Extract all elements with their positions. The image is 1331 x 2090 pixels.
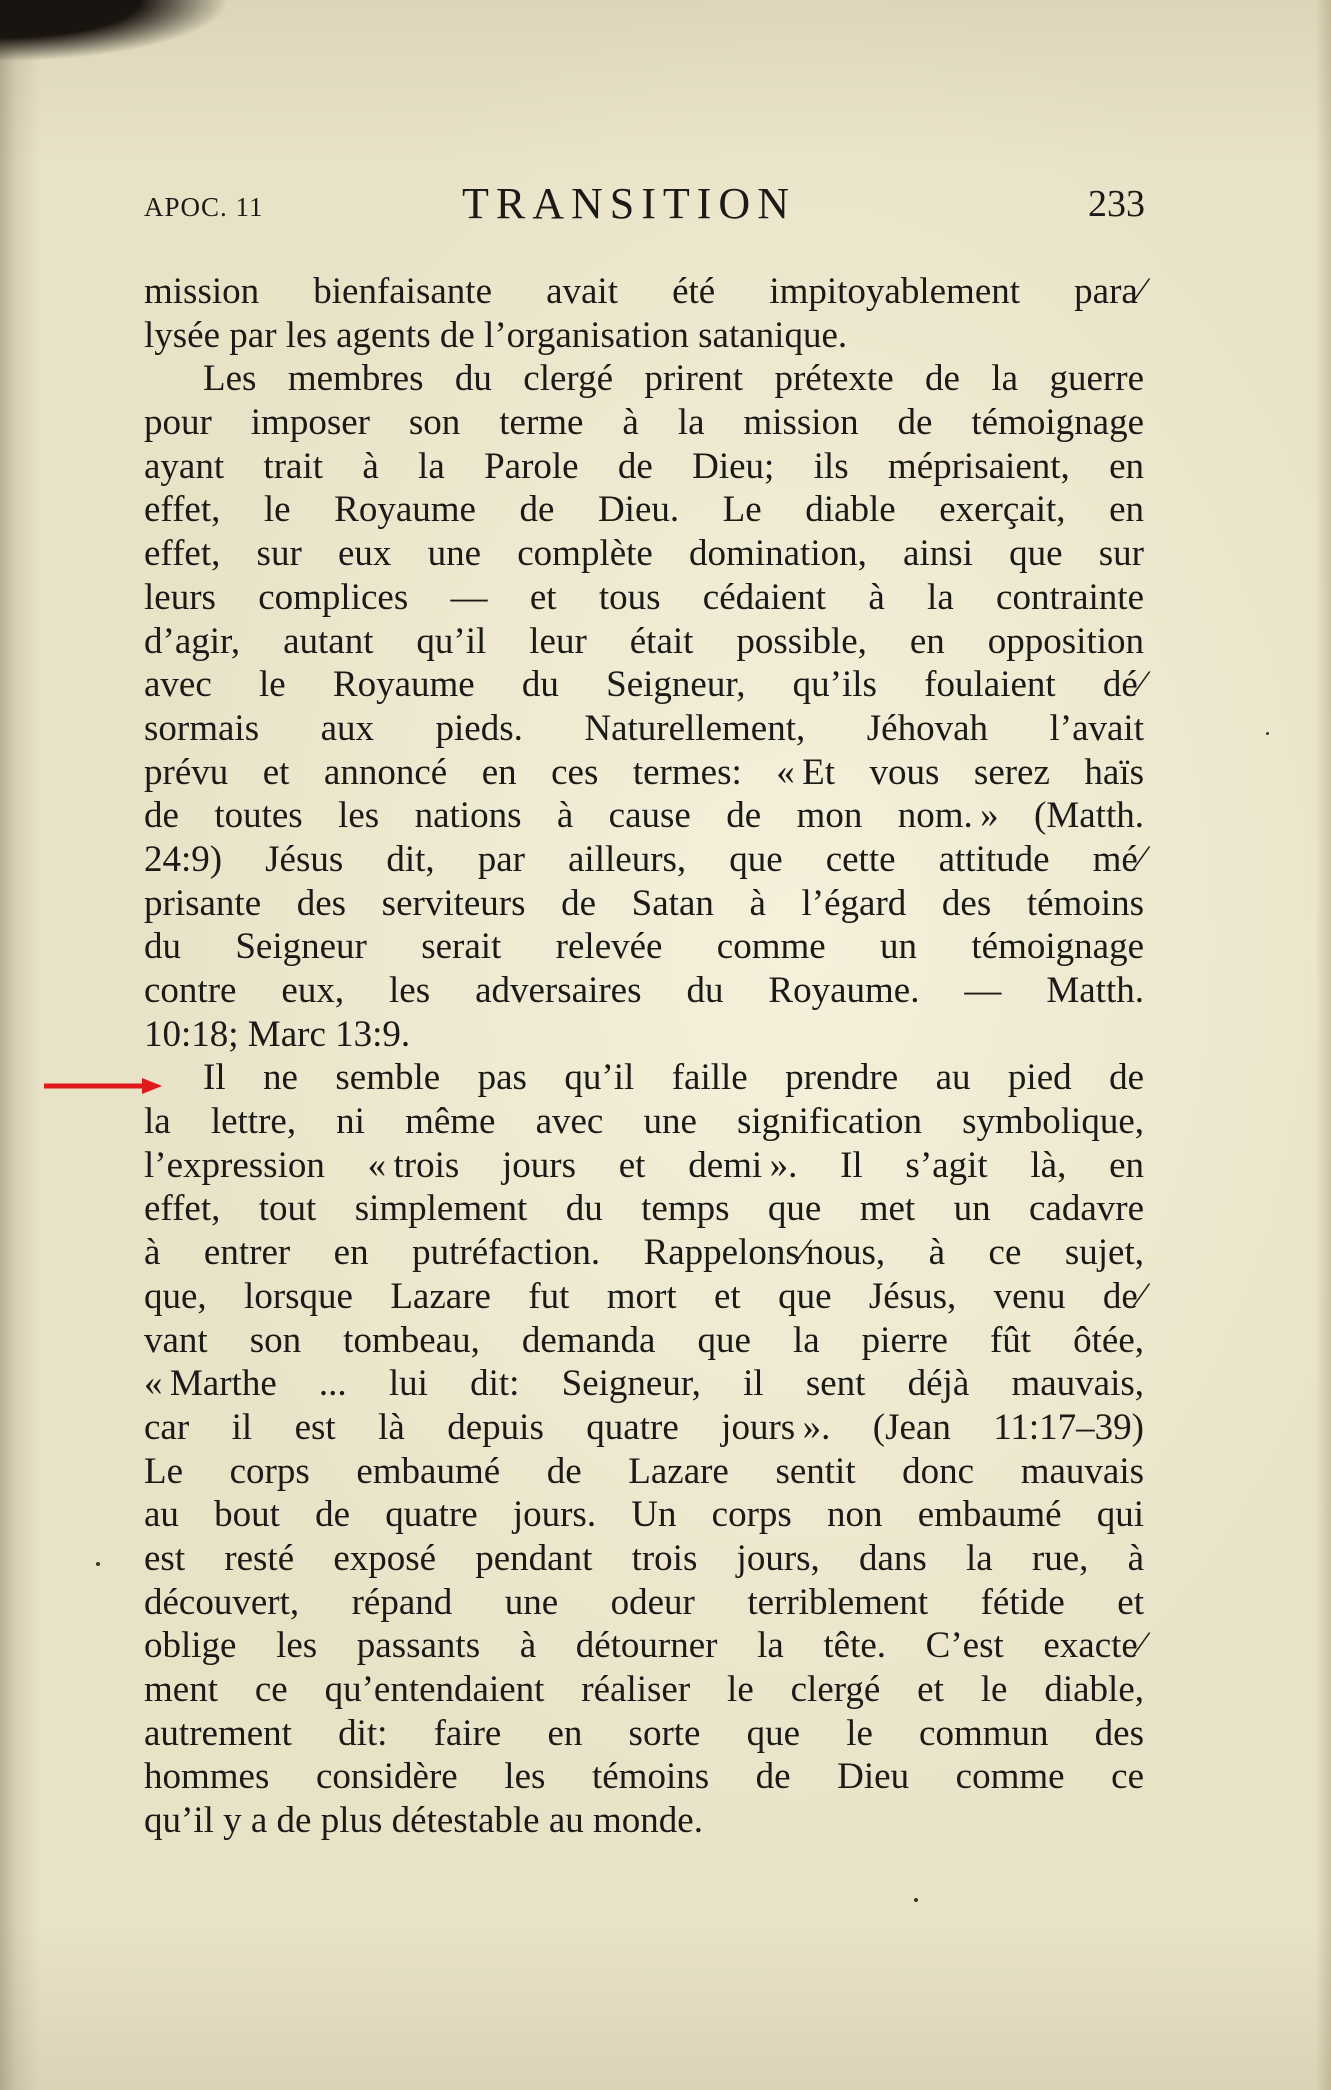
running-head: [144, 178, 1144, 238]
text-line: la lettre, ni même avec une signification symbolique,: [144, 1101, 1144, 1143]
text-line: effet, le Royaume de Dieu. Le diable exerçait, en: [144, 489, 1144, 531]
text-line: 10:18; Marc 13:9.: [144, 1013, 411, 1055]
paper-speck: [914, 1898, 918, 1902]
page-edge: [1315, 0, 1331, 2090]
text-line: d’agir, autant qu’il leur était possible, en opposition: [144, 620, 1144, 662]
text-line: « Marthe ... lui dit: Seigneur, il sent déjà mauvais,: [144, 1363, 1144, 1405]
body-text: [144, 270, 1144, 1843]
page-title: TRANSITION: [462, 179, 796, 228]
text-line: prisante des serviteurs de Satan à l’égard des témoins: [144, 882, 1144, 924]
text-line: autrement dit: faire en sorte que le commun des: [144, 1712, 1144, 1754]
text-line: contre eux, les adversaires du Royaume. — Matth.: [144, 970, 1144, 1011]
text-line: prévu et annoncé en ces termes: « Et vous serez haïs: [144, 751, 1144, 793]
text-line: à entrer en putréfaction. Rappelons⁄nous, à ce sujet,: [144, 1232, 1144, 1274]
text-line: mission bienfaisante avait été impitoyablement para⁄: [144, 271, 1144, 312]
text-line: sormais aux pieds. Naturellement, Jéhovah l’avait: [144, 707, 1144, 749]
text-line: du Seigneur serait relevée comme un témoignage: [144, 926, 1144, 968]
text-line: oblige les passants à détourner la tête. C’est exacte⁄: [144, 1625, 1144, 1667]
text-line: pour imposer son terme à la mission de témoignage: [144, 402, 1144, 444]
text-line: avec le Royaume du Seigneur, qu’ils foulaient dé⁄: [144, 664, 1144, 706]
chapter-reference: APOC. 11: [144, 192, 264, 222]
paragraph-start-line: Il ne semble pas qu’il faille prendre au pied de: [203, 1057, 1144, 1099]
paper-speck: [96, 1562, 100, 1566]
red-arrow-marker: [44, 1076, 164, 1096]
page-number: 233: [1088, 183, 1145, 225]
text-line: ment ce qu’entendaient réaliser le clergé et le diable,: [144, 1669, 1144, 1710]
arrow-icon: [44, 1076, 164, 1096]
text-line: ayant trait à la Parole de Dieu; ils méprisaient, en: [144, 445, 1144, 487]
text-line: que, lorsque Lazare fut mort et que Jésus, venu de⁄: [144, 1275, 1144, 1317]
text-line: 24:9) Jésus dit, par ailleurs, que cette attitude mé⁄: [144, 838, 1144, 880]
text-line: Le corps embaumé de Lazare sentit donc mauvais: [144, 1450, 1144, 1492]
text-line: lysée par les agents de l’organisation satanique.: [144, 314, 848, 356]
text-line: est resté exposé pendant trois jours, dans la rue, à: [144, 1537, 1144, 1579]
paragraph-start-line: Les membres du clergé prirent prétexte de la guerre: [203, 358, 1144, 400]
text-line: leurs complices — et tous cédaient à la contrainte: [144, 576, 1144, 618]
text-line: de toutes les nations à cause de mon nom. » (Matth.: [144, 795, 1144, 837]
text-line: effet, sur eux une complète domination, ainsi que sur: [144, 533, 1144, 575]
text-line: vant son tombeau, demanda que la pierre fût ôtée,: [144, 1319, 1144, 1361]
paper-speck: [1266, 732, 1269, 735]
arrow-head: [142, 1078, 162, 1094]
text-line: effet, tout simplement du temps que met un cadavre: [144, 1188, 1144, 1230]
page-corner-shadow: [0, 0, 260, 70]
text-line: au bout de quatre jours. Un corps non embaumé qui: [144, 1494, 1144, 1536]
text-line: qu’il y a de plus détestable au monde.: [144, 1800, 703, 1842]
text-line: découvert, répand une odeur terriblement fétide et: [144, 1581, 1144, 1623]
text-line: l’expression « trois jours et demi ». Il s’agit là, en: [144, 1144, 1144, 1186]
text-line: car il est là depuis quatre jours ». (Jean 11:17–39): [144, 1406, 1144, 1448]
text-line: hommes considère les témoins de Dieu comme ce: [144, 1756, 1144, 1798]
